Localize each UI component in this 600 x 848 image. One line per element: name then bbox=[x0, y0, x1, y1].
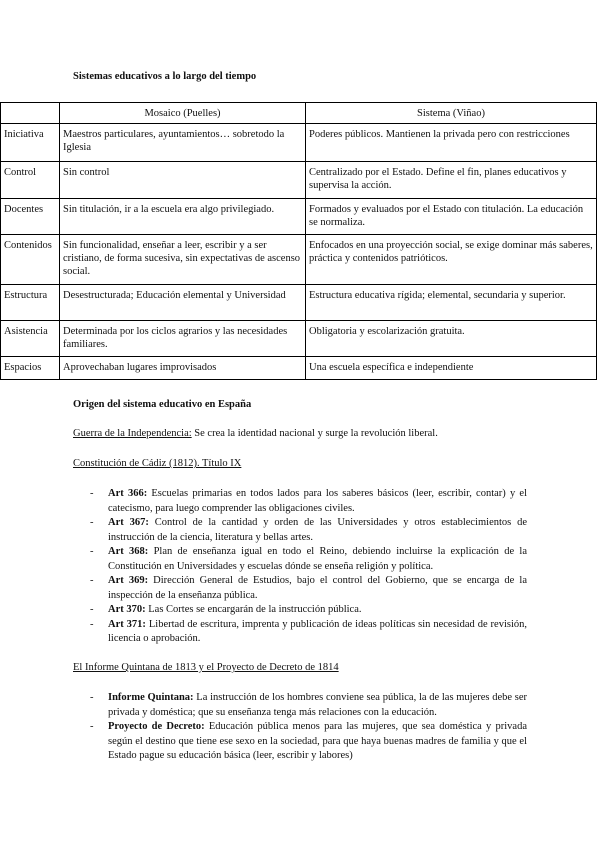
bullet-dash: - bbox=[90, 604, 94, 615]
article-text: Escuelas primarias en todos lados para los saberes básicos (leer, escribir, contar) y el catecismo, para luego comprender las obligaciones civiles. bbox=[108, 488, 527, 514]
guerra-label: Guerra de la Independencia: bbox=[73, 428, 192, 439]
comparison-table bbox=[0, 102, 597, 380]
bullet-dash: - bbox=[90, 517, 94, 528]
article-label: Art 368: bbox=[108, 546, 149, 557]
informe-label: Informe Quintana: bbox=[108, 692, 194, 703]
list-item bbox=[0, 691, 600, 720]
list-item bbox=[0, 618, 600, 647]
origen-title: Origen del sistema educativo en España bbox=[73, 399, 252, 410]
article-label: Art 367: bbox=[108, 517, 149, 528]
article-text: Control de la cantidad y orden de las Universidades y otros establecimientos de instrucción de la ciencia, literatura y bellas artes. bbox=[108, 517, 527, 543]
articles-list bbox=[0, 487, 600, 647]
bullet-dash: - bbox=[90, 618, 94, 630]
list-item bbox=[0, 574, 600, 603]
article-text: Libertad de escritura, imprenta y publicación de ideas políticas sin necesidad de revisión, licencia o aprobación. bbox=[108, 618, 527, 644]
article-label: Art 369: bbox=[108, 575, 149, 586]
sistema-cell: Centralizado por el Estado. Define el fin, planes educativos y supervisa la acción. bbox=[306, 162, 597, 199]
list-item bbox=[0, 603, 600, 618]
mosaico-cell: Sin control bbox=[60, 162, 306, 199]
article-label: Art 370: bbox=[108, 604, 146, 615]
article-text: Dirección General de Estudios, bajo el control del Gobierno, que se encarga de la inspección de la enseñanza pública. bbox=[108, 575, 527, 601]
row-label: Control bbox=[1, 162, 60, 199]
mosaico-cell: Determinada por los ciclos agrarios y las necesidades familiares. bbox=[60, 321, 306, 357]
bullet-dash: - bbox=[90, 692, 94, 703]
sistema-cell: Formados y evaluados por el Estado con titulación. La educación se normaliza. bbox=[306, 199, 597, 235]
informe-text: Educación pública menos para las mujeres, que sea doméstica y privada según el destino que tiene ese sexo en la sociedad, para que haya buenas madres de familia y que el Estado pague su educación básica (leer, escribir y labores) bbox=[108, 721, 527, 761]
bullet-dash: - bbox=[90, 575, 94, 586]
table-header-cell bbox=[1, 103, 60, 124]
table-row bbox=[1, 199, 597, 235]
row-label: Iniciativa bbox=[1, 124, 60, 162]
guerra-paragraph bbox=[73, 428, 438, 439]
row-label: Contenidos bbox=[1, 235, 60, 285]
bullet-dash: - bbox=[90, 721, 94, 732]
list-item bbox=[0, 516, 600, 545]
document-title: Sistemas educativos a lo largo del tiempo bbox=[73, 71, 257, 82]
mosaico-cell: Sin funcionalidad, enseñar a leer, escribir y a ser cristiano, de forma sucesiva, sin expectativas de ascenso social. bbox=[60, 235, 306, 285]
article-text: Las Cortes se encargarán de la instrucción pública. bbox=[145, 604, 362, 615]
list-item bbox=[0, 487, 600, 516]
article-label: Art 366: bbox=[108, 488, 148, 499]
table-row bbox=[1, 162, 597, 199]
sistema-cell: Poderes públicos. Mantienen la privada pero con restricciones bbox=[306, 124, 597, 162]
constitucion-heading: Constitución de Cádiz (1812). Título IX bbox=[73, 458, 242, 469]
article-label: Art 371: bbox=[108, 618, 146, 630]
row-label: Espacios bbox=[1, 357, 60, 380]
table-row bbox=[1, 235, 597, 285]
row-label: Estructura bbox=[1, 285, 60, 321]
article-text: Plan de enseñanza igual en todo el Reino, debiendo incluirse la explicación de la Constitución en Universidades y escuelas dónde se enseña religión y política. bbox=[108, 546, 527, 572]
table-header-cell: Sistema (Viñao) bbox=[306, 103, 597, 124]
mosaico-cell: Aprovechaban lugares improvisados bbox=[60, 357, 306, 380]
table-header-row bbox=[1, 103, 597, 124]
table-row bbox=[1, 285, 597, 321]
informe-heading: El Informe Quintana de 1813 y el Proyecto de Decreto de 1814 bbox=[73, 662, 339, 673]
sistema-cell: Enfocados en una proyección social, se exige dominar más saberes, práctica y contenidos patrióticos. bbox=[306, 235, 597, 285]
mosaico-cell: Sin titulación, ir a la escuela era algo privilegiado. bbox=[60, 199, 306, 235]
list-item bbox=[0, 545, 600, 574]
sistema-cell: Obligatoria y escolarización gratuita. bbox=[306, 321, 597, 357]
table-header-cell: Mosaico (Puelles) bbox=[60, 103, 306, 124]
table-row bbox=[1, 124, 597, 162]
list-item bbox=[0, 720, 600, 764]
mosaico-cell: Desestructurada; Educación elemental y Universidad bbox=[60, 285, 306, 321]
sistema-cell: Estructura educativa rígida; elemental, secundaria y superior. bbox=[306, 285, 597, 321]
row-label: Asistencia bbox=[1, 321, 60, 357]
bullet-dash: - bbox=[90, 546, 94, 557]
table-row bbox=[1, 357, 597, 380]
sistema-cell: Una escuela específica e independiente bbox=[306, 357, 597, 380]
row-label: Docentes bbox=[1, 199, 60, 235]
bullet-dash: - bbox=[90, 488, 94, 499]
informe-text: La instrucción de los hombres conviene sea pública, la de las mujeres debe ser privada y doméstica; que su enseñanza tenga más relaciones con la educación. bbox=[108, 692, 527, 718]
informe-label: Proyecto de Decreto: bbox=[108, 721, 205, 732]
table-row bbox=[1, 321, 597, 357]
guerra-text: Se crea la identidad nacional y surge la revolución liberal. bbox=[191, 428, 438, 439]
mosaico-cell: Maestros particulares, ayuntamientos… sobretodo la Iglesia bbox=[60, 124, 306, 162]
informe-list bbox=[0, 691, 600, 764]
